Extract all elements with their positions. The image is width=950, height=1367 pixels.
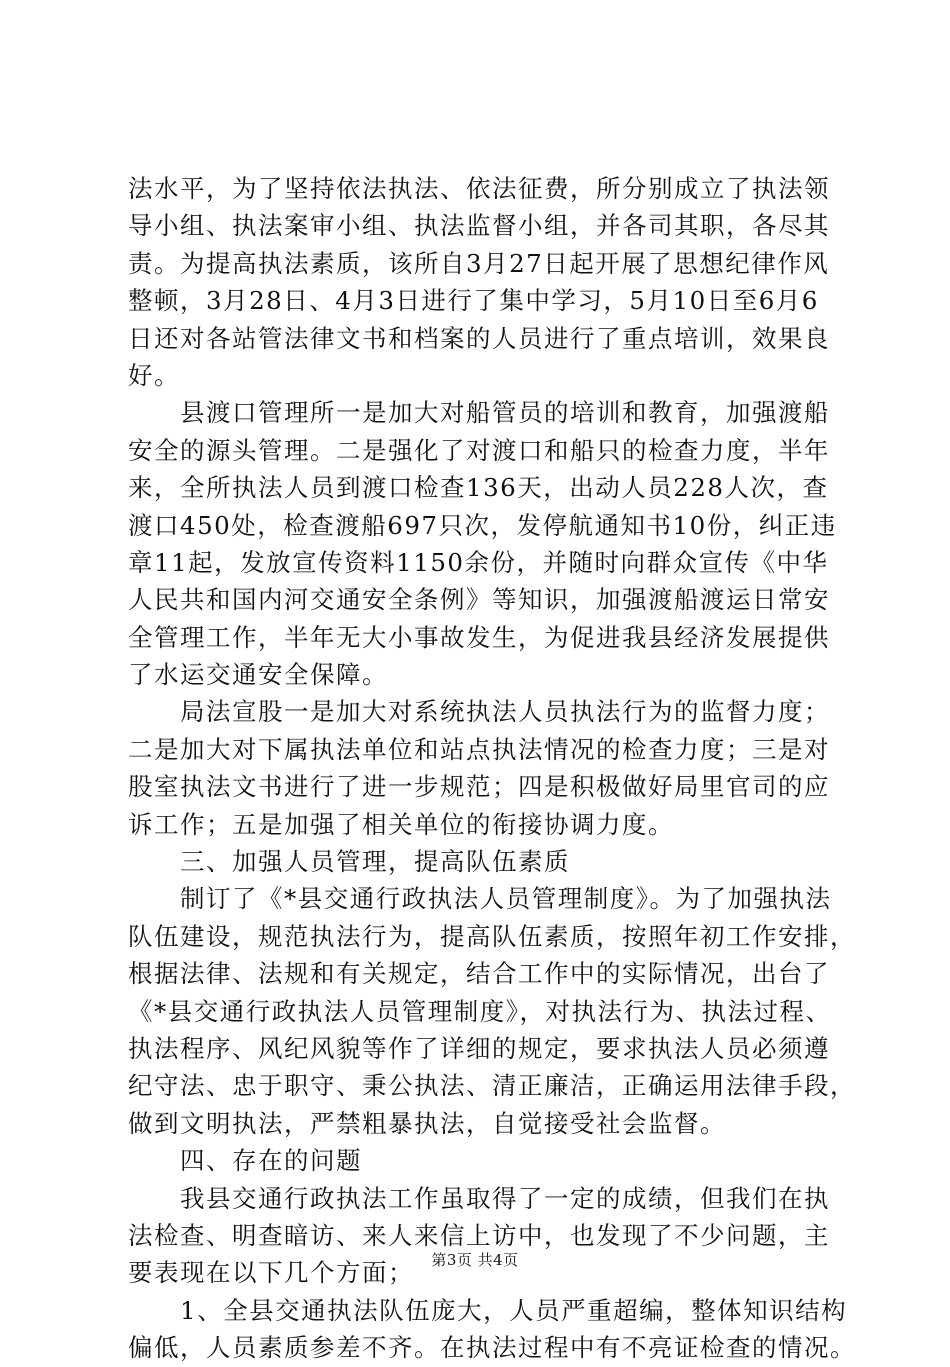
paragraph-line: 三、加强人员管理，提高队伍素质 (128, 847, 570, 877)
paragraph-line: 好。 (128, 360, 180, 390)
paragraph-line: 县渡口管理所一是加大对船管员的培训和教育，加强渡船 (128, 398, 830, 428)
paragraph-line: 做到文明执法，严禁粗暴执法，自觉接受社会监督。 (128, 1108, 726, 1138)
paragraph-line: 来，全所执法人员到渡口检查136天，出动人员228人次，查 (128, 473, 829, 503)
paragraph-line: 制订了《*县交通行政执法人员管理制度》。为了加强执法 (128, 884, 832, 914)
paragraph-line: 二是加大对下属执法单位和站点执法情况的检查力度；三是对 (128, 734, 830, 764)
paragraph-line: 局法宣股一是加大对系统执法人员执法行为的监督力度； (128, 697, 830, 727)
paragraph-line: 1、全县交通执法队伍庞大，人员严重超编，整体知识结构 (128, 1295, 848, 1325)
paragraph-line: 《*县交通行政执法人员管理制度》，对执法行为、执法过程、 (128, 996, 832, 1026)
paragraph-line: 人民共和国内河交通安全条例》等知识，加强渡船渡运日常安 (128, 585, 830, 615)
paragraph-line: 四、存在的问题 (128, 1146, 362, 1176)
paragraph-line: 章11起，发放宣传资料1150余份，并随时向群众宣传《中华 (128, 547, 829, 577)
paragraph-line: 队伍建设，规范执法行为，提高队伍素质，按照年初工作安排， (128, 921, 856, 951)
paragraph-line: 安全的源头管理。二是强化了对渡口和船只的检查力度，半年 (128, 435, 830, 465)
paragraph-line: 渡口450处，检查渡船697只次，发停航通知书10份，纠正违 (128, 510, 837, 540)
paragraph-line: 整顿，3月28日、4月3日进行了集中学习，5月10日至6月6 (128, 286, 819, 316)
paragraph-line: 诉工作；五是加强了相关单位的衔接协调力度。 (128, 809, 674, 839)
paragraph-line: 根据法律、法规和有关规定，结合工作中的实际情况，出台了 (128, 959, 830, 989)
paragraph-line: 偏低，人员素质参差不齐。在执法过程中有不亮证检查的情况。 (128, 1333, 856, 1363)
paragraph-line: 全管理工作，半年无大小事故发生，为促进我县经济发展提供 (128, 622, 830, 652)
paragraph-line: 执法程序、风纪风貌等作了详细的规定，要求执法人员必须遵 (128, 1033, 830, 1063)
document-body (128, 170, 856, 1367)
paragraph-line: 导小组、执法案审小组、执法监督小组，并各司其职，各尽其 (128, 211, 830, 241)
paragraph-line: 法水平，为了坚持依法执法、依法征费，所分别成立了执法领 (128, 174, 830, 203)
paragraph-line: 我县交通行政执法工作虽取得了一定的成绩，但我们在执 (128, 1183, 830, 1213)
paragraph-line: 法检查、明查暗访、来人来信上访中，也发现了不少问题，主 (128, 1220, 830, 1250)
paragraph-line: 了水运交通安全保障。 (128, 660, 388, 690)
paragraph-line: 要表现在以下几个方面； (128, 1258, 414, 1288)
paragraph-line: 日还对各站管法律文书和档案的人员进行了重点培训，效果良 (128, 323, 830, 353)
paragraph-line: 责。为提高执法素质，该所自3月27日起开展了思想纪律作风 (128, 248, 830, 278)
page-footer: 第3页 共4页 (431, 1251, 519, 1269)
paragraph-line: 纪守法、忠于职守、秉公执法、清正廉洁，正确运用法律手段， (128, 1071, 856, 1101)
paragraph-line: 股室执法文书进行了进一步规范；四是积极做好局里官司的应 (128, 772, 830, 802)
